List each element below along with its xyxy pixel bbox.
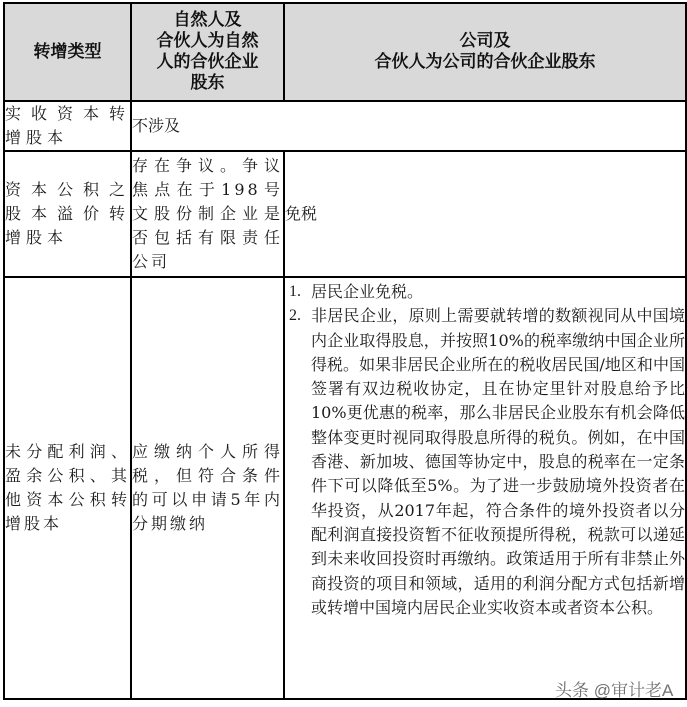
merged-tax-treatment-cell: 不涉及 [131, 101, 686, 151]
header-row [4, 3, 686, 101]
header-company-partners: 公司及 合伙人为公司的合伙企业股东 [284, 3, 686, 101]
list-item [289, 280, 685, 304]
list-number: 2. [289, 307, 301, 325]
share-conversion-tax-table [3, 2, 687, 700]
watermark: 头条 @审计老A [555, 681, 674, 700]
conversion-type-cell: 实收资本转增股本 [4, 101, 131, 151]
company-tax-notes-list [285, 280, 685, 620]
list-item [289, 304, 685, 620]
natural-person-tax-cell: 应缴纳个人所得税，但符合条件的可以申请5年内分期缴纳 [131, 277, 284, 699]
list-number: 1. [289, 283, 301, 300]
header-conversion-type: 转增类型 [4, 3, 131, 101]
natural-person-tax-cell: 存在争议。争议焦点在于198号文股份制企业是否包括有限责任公司 [131, 151, 284, 277]
conversion-type-cell: 未分配利润、盈余公积、其他资本公积转增股本 [4, 277, 131, 699]
table-row [4, 101, 686, 151]
conversion-type-cell: 资本公积之股本溢价转增股本 [4, 151, 131, 277]
list-text: 非居民企业，原则上需要就转增的数额视同从中国境内企业取得股息，并按照10%的税率缴纳中国企业所得税。如果非居民企业所在的税收居民国/地区和中国签署有双边税收协定，且在协定里针对股息给予比10%更优惠的税率，那么非居民企业股东有机会降低整体变更时视同取得股息所得的税负。例如，在中国香港、新加坡、德国等协定中，股息的税率在一定条件下可以降低至5%。为了进一步鼓励境外投资者在华投资，从2017年起，符合条件的境外投资者以分配利润直接投资暂不征收预提所得税，税款可以递延到未来收回投资时再缴纳。政策适用于所有非禁止外商投资的项目和领域，适用的利润分配方式包括新增或转增中国境内居民企业实收资本或者资本公积。 [311, 306, 685, 617]
header-natural-person-partners: 自然人及 合伙人为自然 人的合伙企业 股东 [131, 3, 284, 101]
table-row [4, 151, 686, 277]
list-text: 居民企业免税。 [311, 282, 424, 301]
table-row [4, 277, 686, 699]
company-tax-cell [284, 277, 686, 699]
company-tax-cell: 免税 [284, 151, 686, 277]
